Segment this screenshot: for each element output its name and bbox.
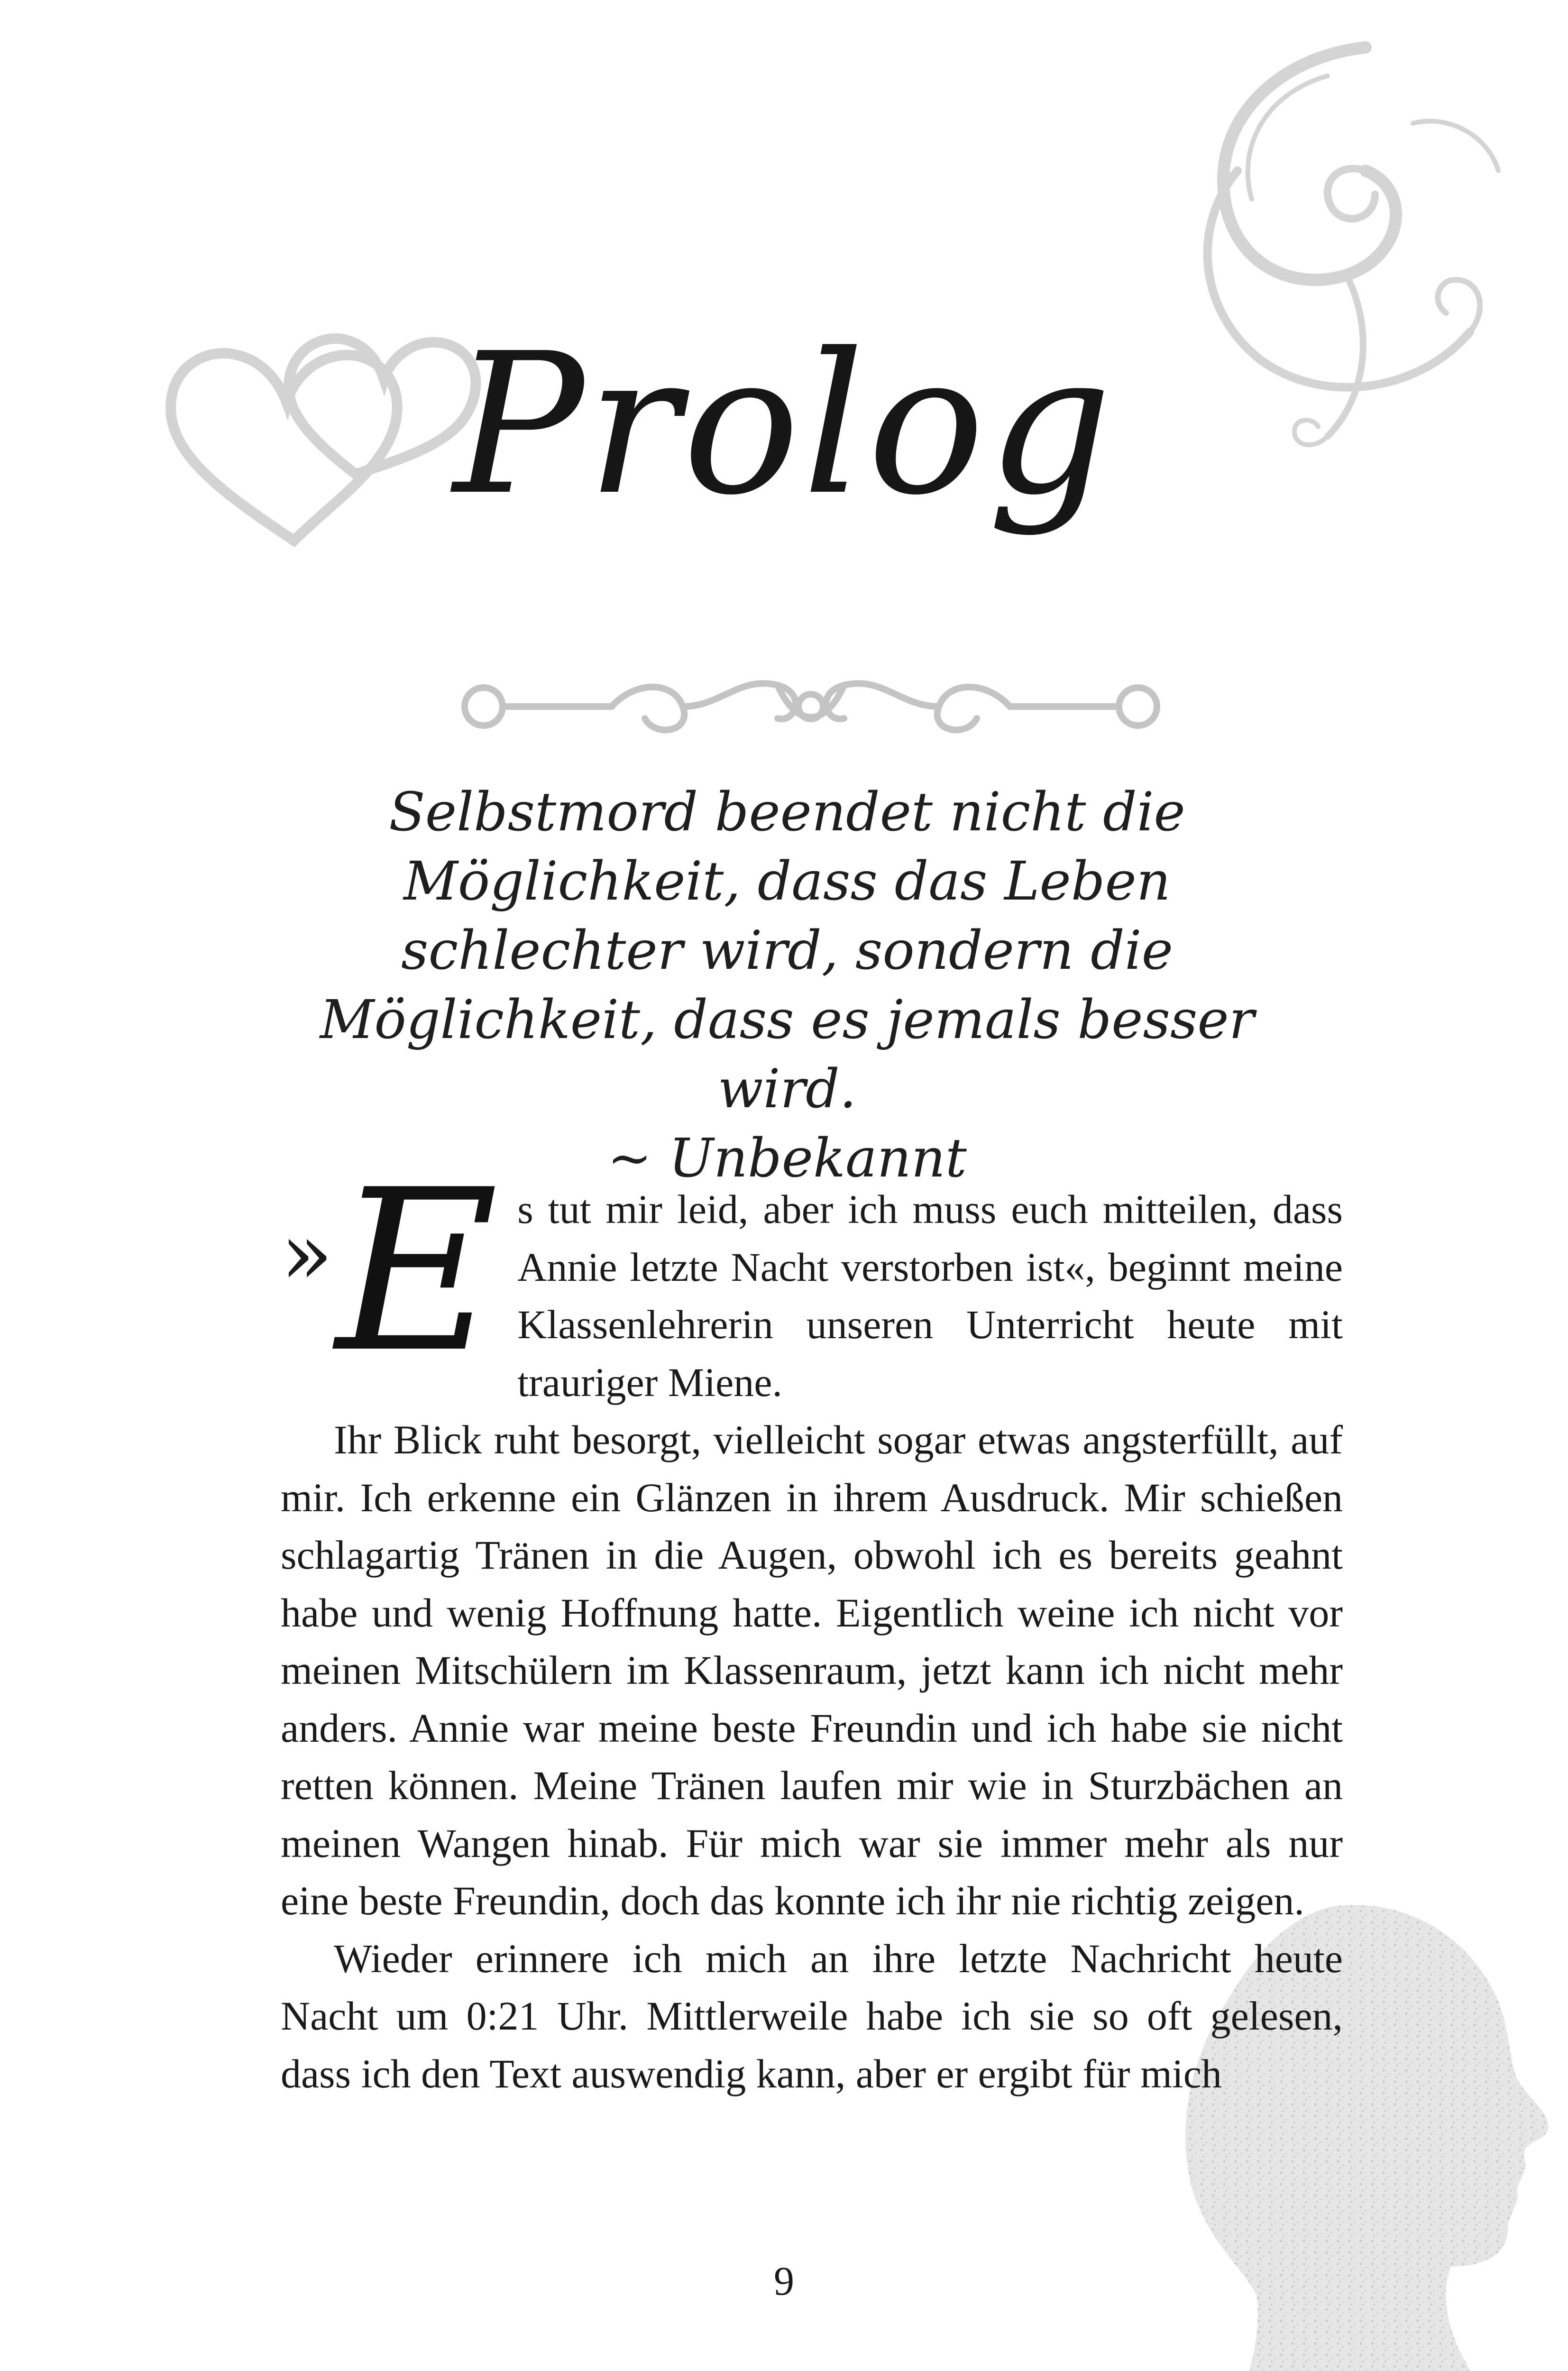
- epigraph: [266, 778, 1309, 1193]
- paragraph: Wieder erinnere ich mich an ihre letzte Nachricht heute Nacht um 0:21 Uhr. Mittlerweile habe ich sie so oft gelesen, dass ich den Text auswendig kann, aber er ergibt für mich: [281, 1935, 1343, 2096]
- ornamental-divider-icon: [455, 662, 1166, 752]
- paragraph: Ihr Blick ruht besorgt, vielleicht sogar etwas angsterfüllt, auf mir. Ich erkenne ein Glänzen in ihrem Ausdruck. Mir schießen schlagartig Tränen in die Augen, obwohl ich es bereits geahnt habe und wenig Hoffnung hatte. Eigentlich weine ich nicht vor meinen Mitschülern im Klassenraum, jetzt kann ich nicht mehr anders. Annie war meine beste Freundin und ich habe sie nicht retten können. Meine Tränen laufen mir wie in Sturzbächen an meinen Wangen hinab. Für mich war sie immer mehr als nur eine beste Freundin, doch das konnte ich ihr nie richtig zeigen.: [281, 1417, 1343, 1923]
- epigraph-author: ~ Unbekannt: [607, 1128, 967, 1189]
- chapter-title: Prolog: [453, 311, 1115, 538]
- epigraph-quote: Selbstmord beendet nicht die Möglichkeit, dass das Leben schlechter wird, sondern die Möglichkeit, dass es jemals besser wird.: [320, 781, 1255, 1120]
- dropcap: E: [336, 1142, 499, 1401]
- paragraph-text: s tut mir leid, aber ich muss euch mitteilen, dass Annie letzte Nacht verstorben ist«, beginnt meine Klassenlehrerin unseren Unterricht heute mit trauriger Miene.: [517, 1186, 1343, 1405]
- opening-quote-mark: »: [281, 1204, 333, 1304]
- page-number: 9: [774, 2258, 794, 2304]
